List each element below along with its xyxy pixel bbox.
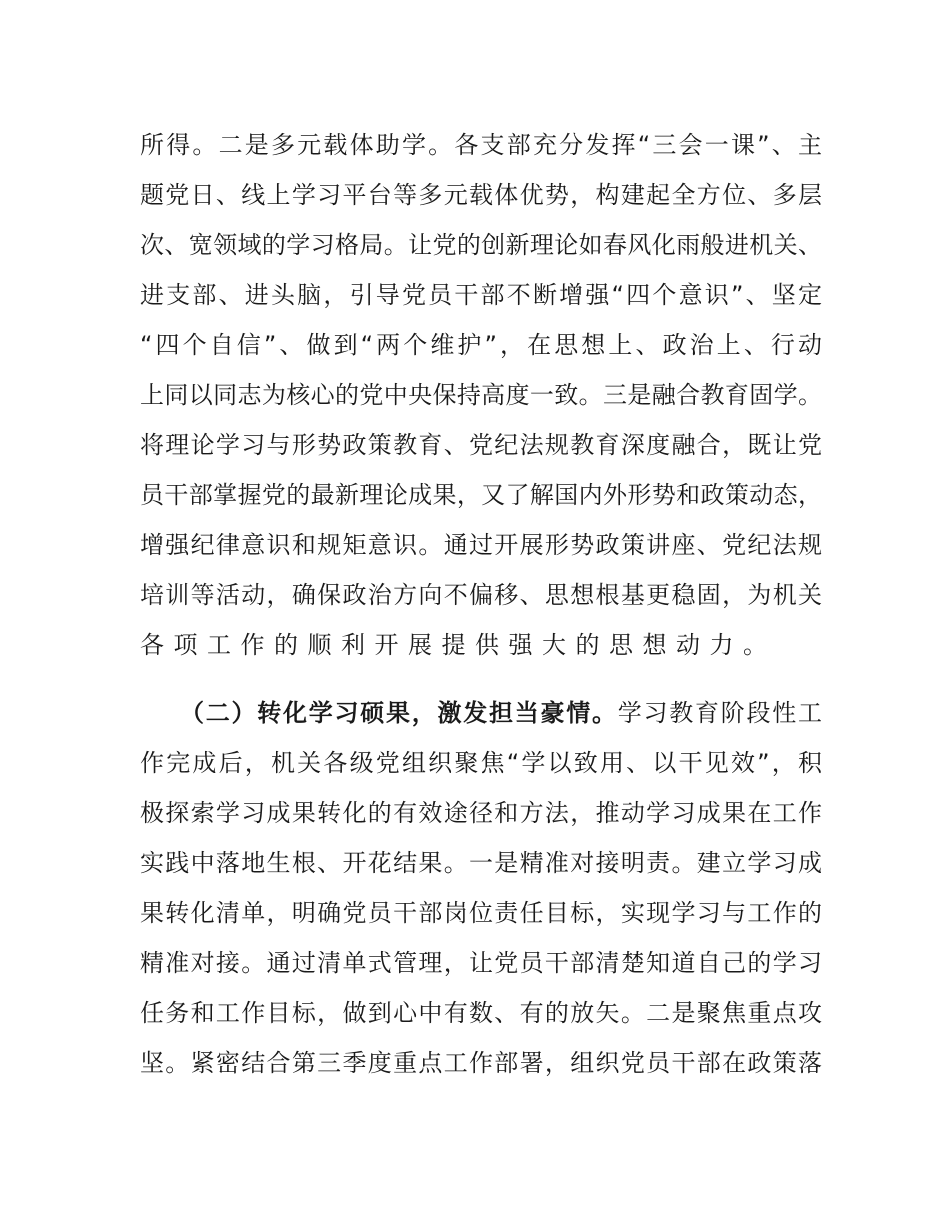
- text-line: 上同以同志为核心的党中央保持高度一致。三是融合教育固学。: [140, 381, 822, 409]
- section-heading: （二）转化学习硕果，激发担当豪情。: [180, 699, 618, 727]
- text-line: 培训等活动，确保政治方向不偏移、思想根基更稳固，为机关: [140, 581, 822, 609]
- paragraph-transform-results: [140, 688, 822, 1088]
- text-line: 次、宽领域的学习格局。让党的创新理论如春风化雨般进机关、: [140, 231, 822, 259]
- text-line: 所得。二是多元载体助学。各支部充分发挥“三会一课”、主: [140, 131, 822, 159]
- text-line: 进支部、进头脑，引导党员干部不断增强“四个意识”、坚定: [140, 281, 822, 309]
- text-line: 果转化清单，明确党员干部岗位责任目标，实现学习与工作的: [140, 899, 822, 927]
- text-line: 增强纪律意识和规矩意识。通过开展形势政策讲座、党纪法规: [140, 531, 822, 559]
- text-line: 坚。紧密结合第三季度重点工作部署，组织党员干部在政策落: [140, 1049, 822, 1077]
- document-page: [140, 120, 822, 1088]
- text-line: 实践中落地生根、开花结果。一是精准对接明责。建立学习成: [140, 849, 822, 877]
- text-line: 将理论学习与形势政策教育、党纪法规教育深度融合，既让党: [140, 431, 822, 459]
- text-line: 精准对接。通过清单式管理，让党员干部清楚知道自己的学习: [140, 949, 822, 977]
- text-line: [140, 688, 822, 738]
- text-line: “四个自信”、做到“两个维护”，在思想上、政治上、行动: [140, 331, 822, 359]
- text-line: 极探索学习成果转化的有效途径和方法，推动学习成果在工作: [140, 799, 822, 827]
- text-line: 任务和工作目标，做到心中有数、有的放矢。二是聚焦重点攻: [140, 999, 822, 1027]
- heading-continuation: 学习教育阶段性工: [617, 699, 822, 727]
- text-line: 员干部掌握党的最新理论成果，又了解国内外形势和政策动态，: [140, 481, 822, 509]
- text-line: 作完成后，机关各级党组织聚焦“学以致用、以干见效”，积: [140, 749, 822, 777]
- text-line: 各项工作的顺利开展提供强大的思想动力。: [140, 631, 777, 659]
- paragraph-study-carriers: [140, 120, 822, 670]
- text-line: 题党日、线上学习平台等多元载体优势，构建起全方位、多层: [140, 181, 822, 209]
